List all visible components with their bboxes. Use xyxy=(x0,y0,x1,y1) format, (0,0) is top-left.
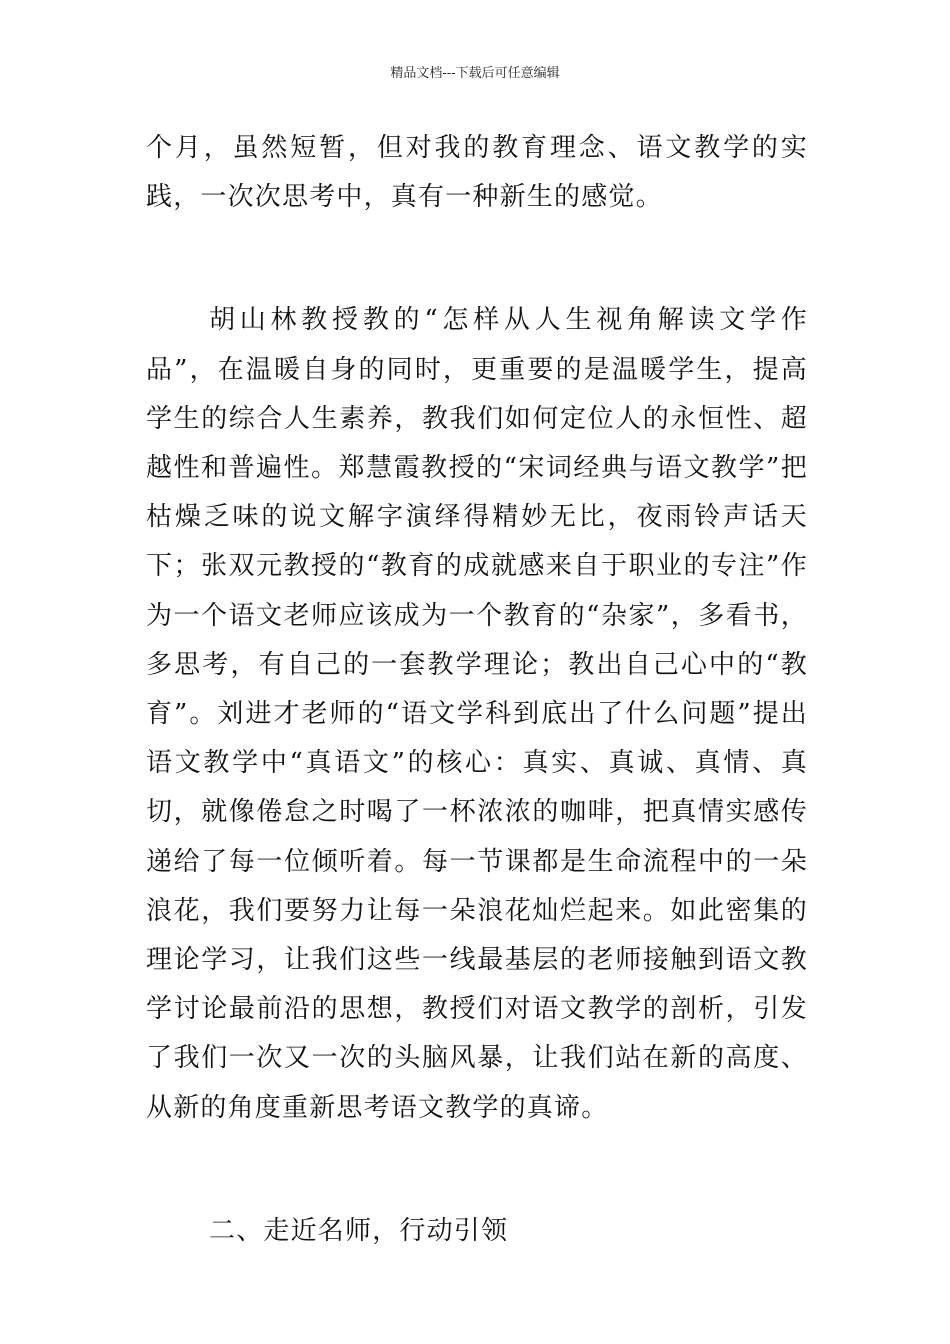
page-header: 精品文档---下载后可任意编辑 xyxy=(390,66,560,81)
section-heading: 二、走近名师，行动引领 xyxy=(209,1215,509,1246)
document-body xyxy=(146,124,808,1256)
paragraph-continuation: 个月，虽然短暂，但对我的教育理念、语文教学的实践，一次次思考中，真有一种新生的感觉。 xyxy=(146,133,808,213)
paragraph-lectures: 胡山林教授教的“怎样从人生视角解读文学作品”，在温暖自身的同时，更重要的是温暖学生，提高学生的综合人生素养，教我们如何定位人的永恒性、超越性和普遍性。郑慧霞教授的“宋词经典与语文教学”把枯燥乏味的说文解字演绎得精妙无比，夜雨铃声话天下；张双元教授的“教育的成就感来自于职业的专注”作为一个语文老师应该成为一个教育的“杂家”，多看书，多思考，有自己的一套教学理论；教出自己心中的“教育”。刘进才老师的“语文学科到底出了什么问题”提出语文教学中“真语文”的核心：真实、真诚、真情、真切，就像倦怠之时喝了一杯浓浓的咖啡，把真情实感传递给了每一位倾听着。每一节课都是生命流程中的一朵浪花，我们要努力让每一朵浪花灿烂起来。如此密集的理论学习，让我们这些一线最基层的老师接触到语文教学讨论最前沿的思想，教授们对语文教学的剖析，引发了我们一次又一次的头脑风暴，让我们站在新的高度、从新的角度重新思考语文教学的真谛。 xyxy=(146,305,808,1123)
